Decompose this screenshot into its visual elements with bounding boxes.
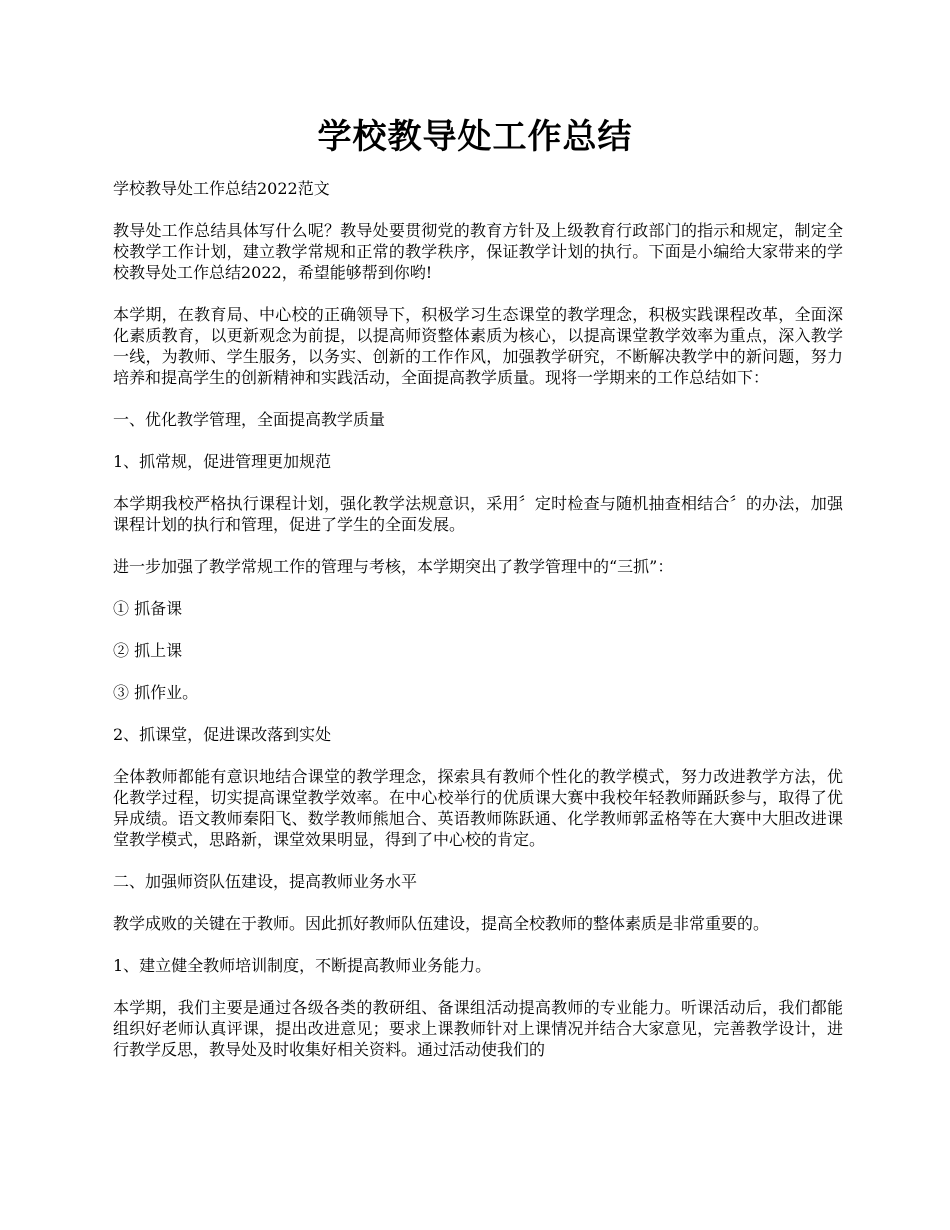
subsection-heading: 1、建立健全教师培训制度，不断提高教师业务能力。 <box>113 956 492 975</box>
body-paragraph: 本学期我校严格执行课程计划，强化教学法规意识，采用〞定时检查与随机抽查相结合〞的办法，加强课程计划的执行和管理，促进了学生的全面发展。 <box>113 494 843 534</box>
document-body <box>113 178 843 1081</box>
subsection-heading: 2、抓课堂，促进课改落到实处 <box>113 725 332 744</box>
document-title: 学校教导处工作总结 <box>317 117 633 157</box>
list-item: ③ 抓作业。 <box>113 683 199 702</box>
body-paragraph: 全体教师都能有意识地结合课堂的教学理念，探索具有教师个性化的教学模式，努力改进教学方法，优化教学过程，切实提高课堂教学效率。在中心校举行的优质课大赛中我校年轻教师踊跃参与，取得了优异成绩。语文教师秦阳飞、数学教师熊旭合、英语教师陈跃通、化学教师郭孟格等在大赛中大胆改进课堂教学模式，思路新，课堂效果明显，得到了中心校的肯定。 <box>113 767 843 849</box>
body-paragraph: 进一步加强了教学常规工作的管理与考核，本学期突出了教学管理中的“三抓”： <box>113 557 674 576</box>
list-item: ① 抓备课 <box>113 599 183 618</box>
list-item: ② 抓上课 <box>113 641 183 660</box>
section-heading: 二、加强师资队伍建设，提高教师业务水平 <box>113 872 418 891</box>
body-paragraph: 教学成败的关键在于教师。因此抓好教师队伍建设，提高全校教师的整体素质是非常重要的。 <box>113 914 770 933</box>
overview-paragraph: 本学期，在教育局、中心校的正确领导下，积极学习生态课堂的教学理念，积极实践课程改革，全面深化素质教育，以更新观念为前提，以提高师资整体素质为核心，以提高课堂教学效率为重点，深入教学一线，为教师、学生服务，以务实、创新的工作作风，加强教学研究，不断解决教学中的新问题，努力培养和提高学生的创新精神和实践活动，全面提高教学质量。现将一学期来的工作总结如下： <box>113 305 843 387</box>
subsection-heading: 1、抓常规，促进管理更加规范 <box>113 452 332 471</box>
intro-paragraph: 教导处工作总结具体写什么呢？教导处要贯彻党的教育方针及上级教育行政部门的指示和规定，制定全校教学工作计划，建立教学常规和正常的教学秩序，保证教学计划的执行。下面是小编给大家带来的学校教导处工作总结2022，希望能够帮到你哟! <box>113 221 843 282</box>
section-heading: 一、优化教学管理，全面提高教学质量 <box>113 410 386 429</box>
subtitle-paragraph: 学校教导处工作总结2022范文 <box>113 179 330 198</box>
body-paragraph: 本学期，我们主要是通过各级各类的教研组、备课组活动提高教师的专业能力。听课活动后，我们都能组织好老师认真评课，提出改进意见；要求上课教师针对上课情况并结合大家意见，完善教学设计，进行教学反思，教导处及时收集好相关资料。通过活动使我们的 <box>113 998 843 1059</box>
